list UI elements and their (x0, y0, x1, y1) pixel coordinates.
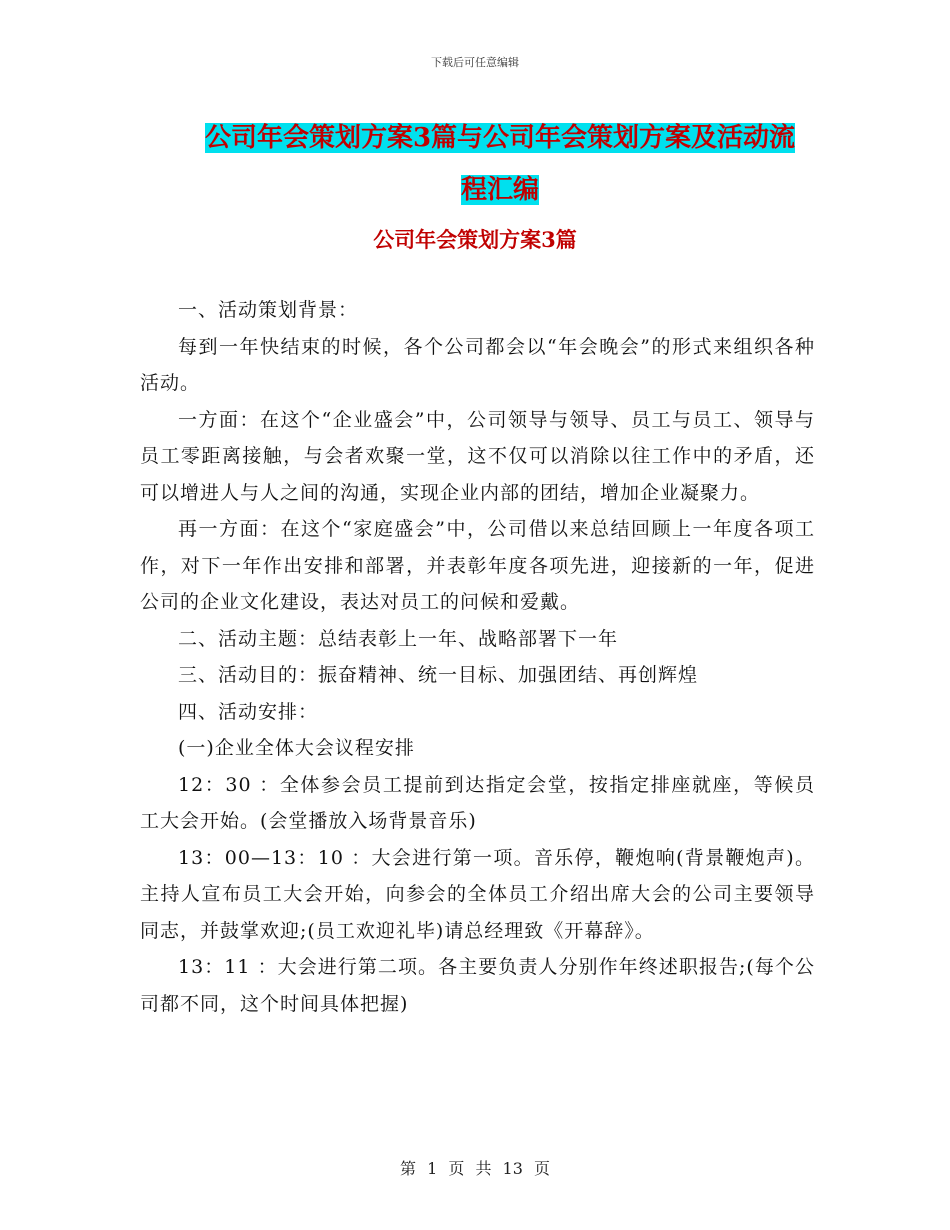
section-title: 公司年会策划方案3篇 (373, 227, 577, 252)
page-footer: 第 1 页 共 13 页 (400, 1159, 550, 1178)
document-title (140, 112, 860, 216)
paragraph-arrangement-heading: 四、活动安排： (178, 700, 319, 723)
document-title-line-2: 程汇编 (460, 175, 539, 205)
paragraph: 再一方面：在这个“家庭盛会”中，公司借以来总结回顾上一年度各项工作，对下一年作出安排和部署，并表彰年度各项先进，迎接新的一年，促进公司的企业文化建设，表达对员工的问候和爱戴。 (140, 518, 815, 613)
paragraph-purpose: 三、活动目的：振奋精神、统一目标、加强团结、再创辉煌 (178, 664, 699, 686)
paragraph-theme: 二、活动主题：总结表彰上一年、战略部署下一年 (178, 627, 619, 650)
paragraph-background-heading: 一、活动策划背景： (178, 299, 359, 321)
paragraph-agenda-item: 13：11 ：大会进行第二项。各主要负责人分别作年终述职报告;(每个公司都不同，这个时间具体把握) (140, 956, 815, 1015)
paragraph-agenda-item: 12：30 ：全体参会员工提前到达指定会堂，按指定排座就座，等候员工大会开始。(会堂播放入场背景音乐) (140, 773, 815, 832)
paragraph: 一方面：在这个“企业盛会”中，公司领导与领导、员工与员工、领导与员工零距离接触，与会者欢聚一堂，这不仅可以消除以往工作中的矛盾，还可以增进人与人之间的沟通，实现企业内部的团结，增加企业凝聚力。 (140, 408, 815, 504)
paragraph-agenda-item: 13：00—13：10 ：大会进行第一项。音乐停，鞭炮响(背景鞭炮声)。主持人宣布员工大会开始，向参会的全体员工介绍出席大会的公司主要领导同志，并鼓掌欢迎;(员工欢迎礼毕)请总经理致《开幕辞》。 (140, 846, 815, 942)
paragraph: 每到一年快结束的时候，各个公司都会以“年会晚会”的形式来组织各种活动。 (140, 335, 815, 394)
page-header-note: 下载后可任意编辑 (431, 56, 519, 69)
paragraph-agenda-heading: (一)企业全体大会议程安排 (178, 737, 415, 759)
document-body (140, 292, 815, 1022)
document-title-line-1: 公司年会策划方案3篇与公司年会策划方案及活动流 (204, 123, 796, 153)
